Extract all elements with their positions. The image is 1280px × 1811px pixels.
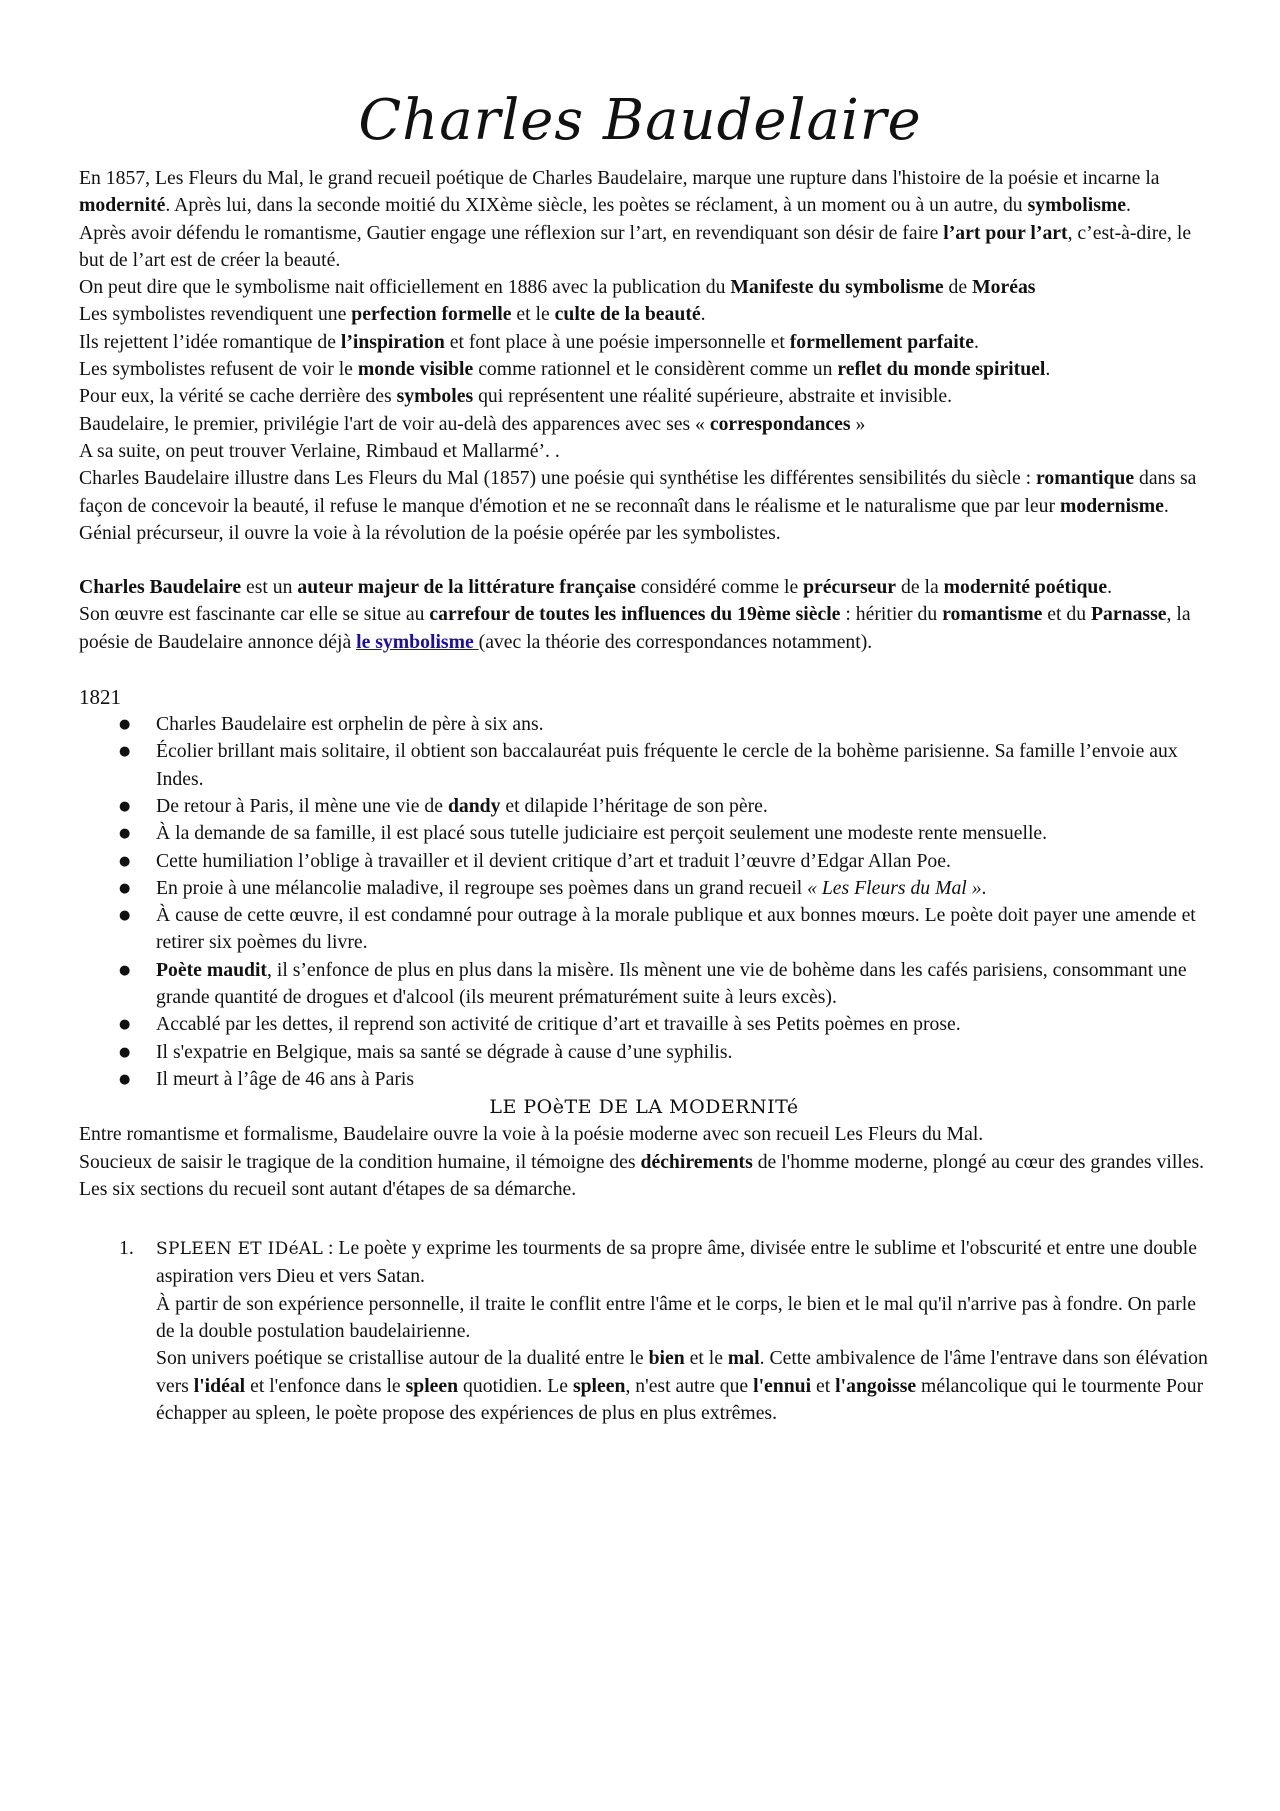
text: : héritier du [840,603,943,626]
text: Il meurt à l’âge de 46 ans à Paris [156,1067,415,1090]
section-text [156,1345,1209,1427]
text: considéré comme le [635,576,804,599]
bullet-icon: ● [119,744,131,760]
bold-text: Poète maudit [156,958,267,981]
bold-text: modernité poétique [943,576,1108,599]
list-item [79,711,1209,738]
bullet-icon: ● [119,1017,131,1033]
bold-text: Parnasse [1091,603,1167,626]
bold-text: perfection formelle [351,303,512,326]
bold-text: romantisme [942,603,1043,626]
text: Son univers poétique se cristallise autour de la dualité entre le [156,1347,649,1370]
page-title: Charles Baudelaire [358,88,922,153]
section-heading: LE POèTE DE LA MODERNITé [489,1096,799,1119]
bold-text: Manifeste du symbolisme [730,276,944,299]
intro-paragraph [79,274,1209,301]
text: de la [896,576,944,599]
list-item [79,1039,1209,1066]
bullet-icon: ● [119,880,131,896]
bold-text: l’art pour l’art [943,221,1068,244]
list-item [79,875,1209,902]
bold-text: symbolisme [1027,194,1126,217]
bullet-icon: ● [119,853,131,869]
bold-text: l'angoisse [835,1374,917,1397]
text: . Génial précurseur, il ouvre la voie à la révolution de la poésie opérée par les symbolistes. [79,494,1169,544]
text: Les symbolistes refusent de voir le [79,358,358,381]
text: » [850,412,866,435]
bullet-icon: ● [119,962,131,978]
list-item [79,1235,1209,1427]
bio-year: 1821 [79,685,121,710]
text: de l'homme moderne, plongé au cœur des grandes villes. Les six sections du recueil sont autant d'étapes de sa démarche. [79,1150,1205,1200]
text: , la poésie de Baudelaire annonce déjà [79,603,1191,653]
text: Soucieux de saisir le tragique de la condition humaine, il témoigne des [79,1150,641,1173]
bullet-icon: ● [119,1071,131,1087]
text: On peut dire que le symbolisme nait officiellement en 1886 avec la publication du [79,276,731,299]
italic-text: « Les Fleurs du Mal » [807,876,982,899]
bullet-icon: ● [119,717,131,733]
summary-paragraph [79,601,1209,656]
bold-text: mal [727,1347,760,1370]
text: Écolier brillant mais solitaire, il obtient son baccalauréat puis fréquente le cercle de la bohème parisienne. Sa famille l’envoie aux Indes. [156,740,1178,790]
bold-text: reflet du monde spirituel [837,358,1046,381]
text: quotidien. Le [458,1374,573,1397]
text: . [1045,358,1051,381]
list-item [79,957,1209,1012]
text: À la demande de sa famille, il est placé sous tutelle judiciaire est perçoit seulement une modeste rente mensuelle. [156,822,1048,845]
intro-paragraph [79,220,1209,275]
text: et du [1042,603,1092,626]
list-item [79,820,1209,847]
bullet-icon: ● [119,1044,131,1060]
bold-text: précurseur [803,576,897,599]
list-item [79,738,1209,793]
summary-paragraph [79,574,1209,601]
text: Charles Baudelaire est orphelin de père à six ans. [156,713,544,736]
text: En proie à une mélancolie maladive, il regroupe ses poèmes dans un grand recueil [156,876,808,899]
text: : Le poète y exprime les tourments de sa propre âme, divisée entre le sublime et l'obscurité et entre une double aspiration vers Dieu et vers Satan. [156,1237,1197,1288]
spacer [79,547,1209,574]
text: et le [684,1347,728,1370]
text: Pour eux, la vérité se cache derrière des [79,385,397,408]
intro-paragraph [79,356,1209,383]
list-item [79,793,1209,820]
intro-paragraph [79,411,1209,438]
list-item [79,848,1209,875]
bullet-icon: ● [119,908,131,924]
intro-paragraph [79,465,1209,547]
section-text: À partir de son expérience personnelle, il traite le conflit entre l'âme et le corps, le bien et le mal qu'il n'arrive pas à fondre. On parle de la double postulation baudelairienne. [156,1292,1196,1342]
bold-text: Moréas [972,276,1036,299]
text: , n'est autre que [625,1374,754,1397]
intro-paragraph [79,165,1209,220]
section-name: SPLEEN ET IDéAL [156,1239,324,1260]
bold-text: carrefour de toutes les influences du 19ème siècle [429,603,841,626]
intro-paragraph [79,383,1209,410]
text: et font place à une poésie impersonnelle et [444,330,790,353]
text: est un [241,576,298,599]
bold-text: modernisme [1059,494,1164,517]
text: . [973,330,979,353]
sections-list [79,1235,1209,1427]
text: . [1107,576,1113,599]
bold-text: symboles [396,385,474,408]
bold-text: auteur majeur de la littérature française [297,576,636,599]
bold-text: déchirements [640,1150,753,1173]
text: Charles Baudelaire illustre dans Les Fleurs du Mal (1857) une poésie qui synthétise les différentes sensibilités du siècle : [79,467,1036,490]
text: qui représentent une réalité supérieure, abstraite et invisible. [473,385,953,408]
biography-list [79,711,1209,1093]
text: , c’est-à-dire, le but de l’art est de créer la beauté. [79,221,1192,271]
text: Baudelaire, le premier, privilégie l'art de voir au-delà des apparences avec ses « [79,412,710,435]
bold-text: culte de la beauté [554,303,701,326]
text: Après avoir défendu le romantisme, Gautier engage une réflexion sur l’art, en revendiquant son désir de faire [79,221,944,244]
text: Les symbolistes revendiquent une [79,303,352,326]
text: , il s’enfonce de plus en plus dans la misère. Ils mènent une vie de bohème dans les cafés parisiens, consommant une grande quantité de drogues et d'alcool (ils meurent prématurément suite à leurs excès). [156,958,1187,1009]
modernity-paragraph [79,1149,1209,1204]
text: Cette humiliation l’oblige à travailler et il devient critique d’art et traduit l’œuvre d’Edgar Allan Poe. [156,849,951,872]
text: et dilapide l’héritage de son père. [500,794,768,817]
text: et [811,1374,836,1397]
text: de [943,276,973,299]
text: . Cette ambivalence de l'âme l'entrave dans son élévation vers [156,1347,1208,1397]
section-text [156,1235,1209,1291]
text: De retour à Paris, il mène une vie de [156,794,448,817]
intro-paragraph [79,329,1209,356]
text: À cause de cette œuvre, il est condamné pour outrage à la morale publique et aux bonnes mœurs. Le poète doit payer une amende et retirer six poèmes du livre. [156,904,1196,954]
text: . [700,303,706,326]
list-number: 1. [119,1237,134,1260]
symbolisme-link[interactable]: le symbolisme [356,630,479,653]
intro-paragraph: A sa suite, on peut trouver Verlaine, Rimbaud et Mallarmé’. . [79,439,560,462]
text: Il s'expatrie en Belgique, mais sa santé se dégrade à cause d’une syphilis. [156,1040,733,1063]
bullet-icon: ● [119,798,131,814]
text: mélancolique qui le tourmente Pour échapper au spleen, le poète propose des expériences de plus en plus extrêmes. [156,1374,1204,1424]
intro-paragraph [79,301,1209,328]
bold-text: spleen [572,1374,626,1397]
bold-text: bien [648,1347,685,1370]
document-body [79,165,1209,1427]
modernity-paragraph: Entre romantisme et formalisme, Baudelaire ouvre la voie à la poésie moderne avec son recueil Les Fleurs du Mal. [79,1123,984,1146]
list-item [79,1066,1209,1093]
bold-text: Charles Baudelaire [79,576,242,599]
text: En 1857, Les Fleurs du Mal, le grand recueil poétique de Charles Baudelaire, marque une rupture dans l'histoire de la poésie et incarne la [79,167,1160,189]
text: . [981,876,987,899]
bullet-icon: ● [119,826,131,842]
bold-text: l'idéal [193,1374,246,1397]
bold-text: romantique [1036,467,1135,490]
text: et l'enfonce dans le [245,1374,406,1397]
bold-text: monde visible [357,358,474,381]
bold-text: dandy [447,794,501,817]
text: et le [511,303,555,326]
bold-text: l'ennui [753,1374,812,1397]
list-item [79,902,1209,957]
bold-text: correspondances [709,412,851,435]
bold-text: modernité [79,194,166,217]
text: Accablé par les dettes, il reprend son activité de critique d’art et travaille à ses Petits poèmes en prose. [156,1013,961,1036]
text: Son œuvre est fascinante car elle se situe au [79,603,430,626]
bold-text: formellement parfaite [789,330,974,353]
text: (avec la théorie des correspondances notamment). [478,630,873,653]
text: comme rationnel et le considèrent comme un [473,358,838,381]
spacer [79,656,1209,683]
list-item [79,1011,1209,1038]
text: . Après lui, dans la seconde moitié du XIXème siècle, les poètes se réclament, à un moment ou à un autre, du [165,194,1028,217]
text: Ils rejettent l’idée romantique de [79,330,341,353]
text: . [1126,194,1131,217]
bold-text: l’inspiration [340,330,445,353]
text: dans sa façon de concevoir la beauté, il refuse le manque d'émotion et ne se reconnaît dans le réalisme et le naturalisme que par leur [79,467,1197,517]
bold-text: spleen [405,1374,459,1397]
